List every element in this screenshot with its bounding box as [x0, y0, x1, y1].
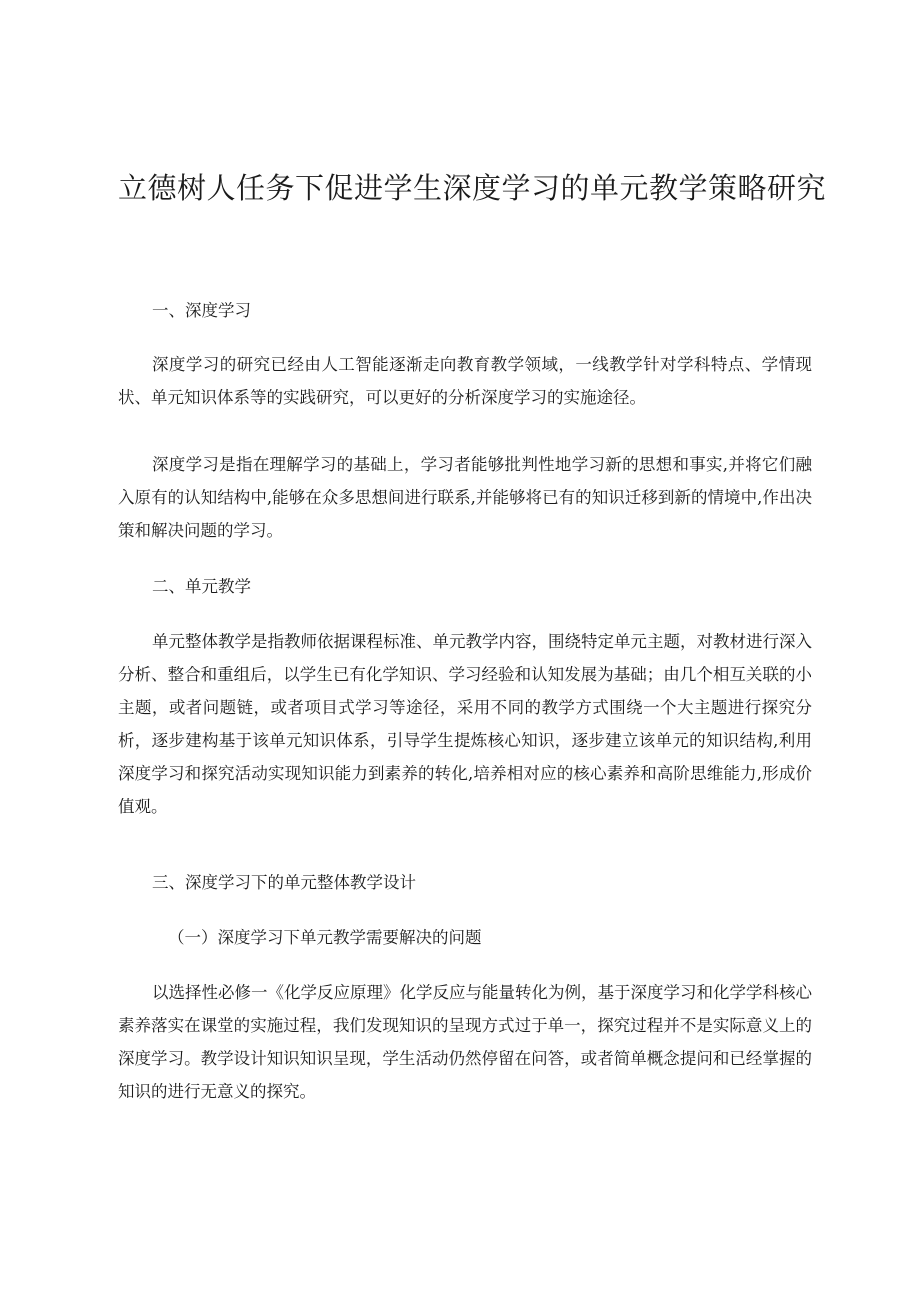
section-heading-1: 一、深度学习 [152, 301, 251, 320]
document-title: 立德树人任务下促进学生深度学习的单元教学策略研究 [118, 171, 827, 205]
section-1-paragraph-1: 深度学习的研究已经由人工智能逐渐走向教育教学领域，一线教学针对学科特点、学情现状、单元知识体系等的实践研究，可以更好的分析深度学习的实施途径。 [118, 355, 812, 407]
section-2-paragraph-1: 单元整体教学是指教师依据课程标准、单元教学内容，围绕特定单元主题，对教材进行深入分析、整合和重组后，以学生已有化学知识、学习经验和认知发展为基础；由几个相互关联的小主题，或者问题链，或者项目式学习等途径，采用不同的教学方式围绕一个大主题进行探究分析，逐步建构基于该单元知识体系，引导学生提炼核心知识，逐步建立该单元的知识结构,利用深度学习和探究活动实现知识能力到素养的转化,培养相对应的核心素养和高阶思维能力,形成价值观。 [118, 632, 812, 816]
section-1-paragraph-2: 深度学习是指在理解学习的基础上，学习者能够批判性地学习新的思想和事实,并将它们融入原有的认知结构中,能够在众多思想间进行联系,并能够将已有的知识迁移到新的情境中,作出决策和解决问题的学习。 [118, 455, 812, 540]
section-3-paragraph-1: 以选择性必修一《化学反应原理》化学反应与能量转化为例，基于深度学习和化学学科核心素养落实在课堂的实施过程，我们发现知识的呈现方式过于单一，探究过程并不是实际意义上的深度学习。教学设计知识知识呈现，学生活动仍然停留在问答，或者简单概念提问和已经掌握的知识的进行无意义的探究。 [118, 983, 812, 1101]
section-heading-2: 二、单元教学 [152, 577, 251, 596]
section-heading-3: 三、深度学习下的单元整体教学设计 [152, 873, 416, 892]
section-3-subheading: （一）深度学习下单元教学需要解决的问题 [168, 928, 482, 947]
